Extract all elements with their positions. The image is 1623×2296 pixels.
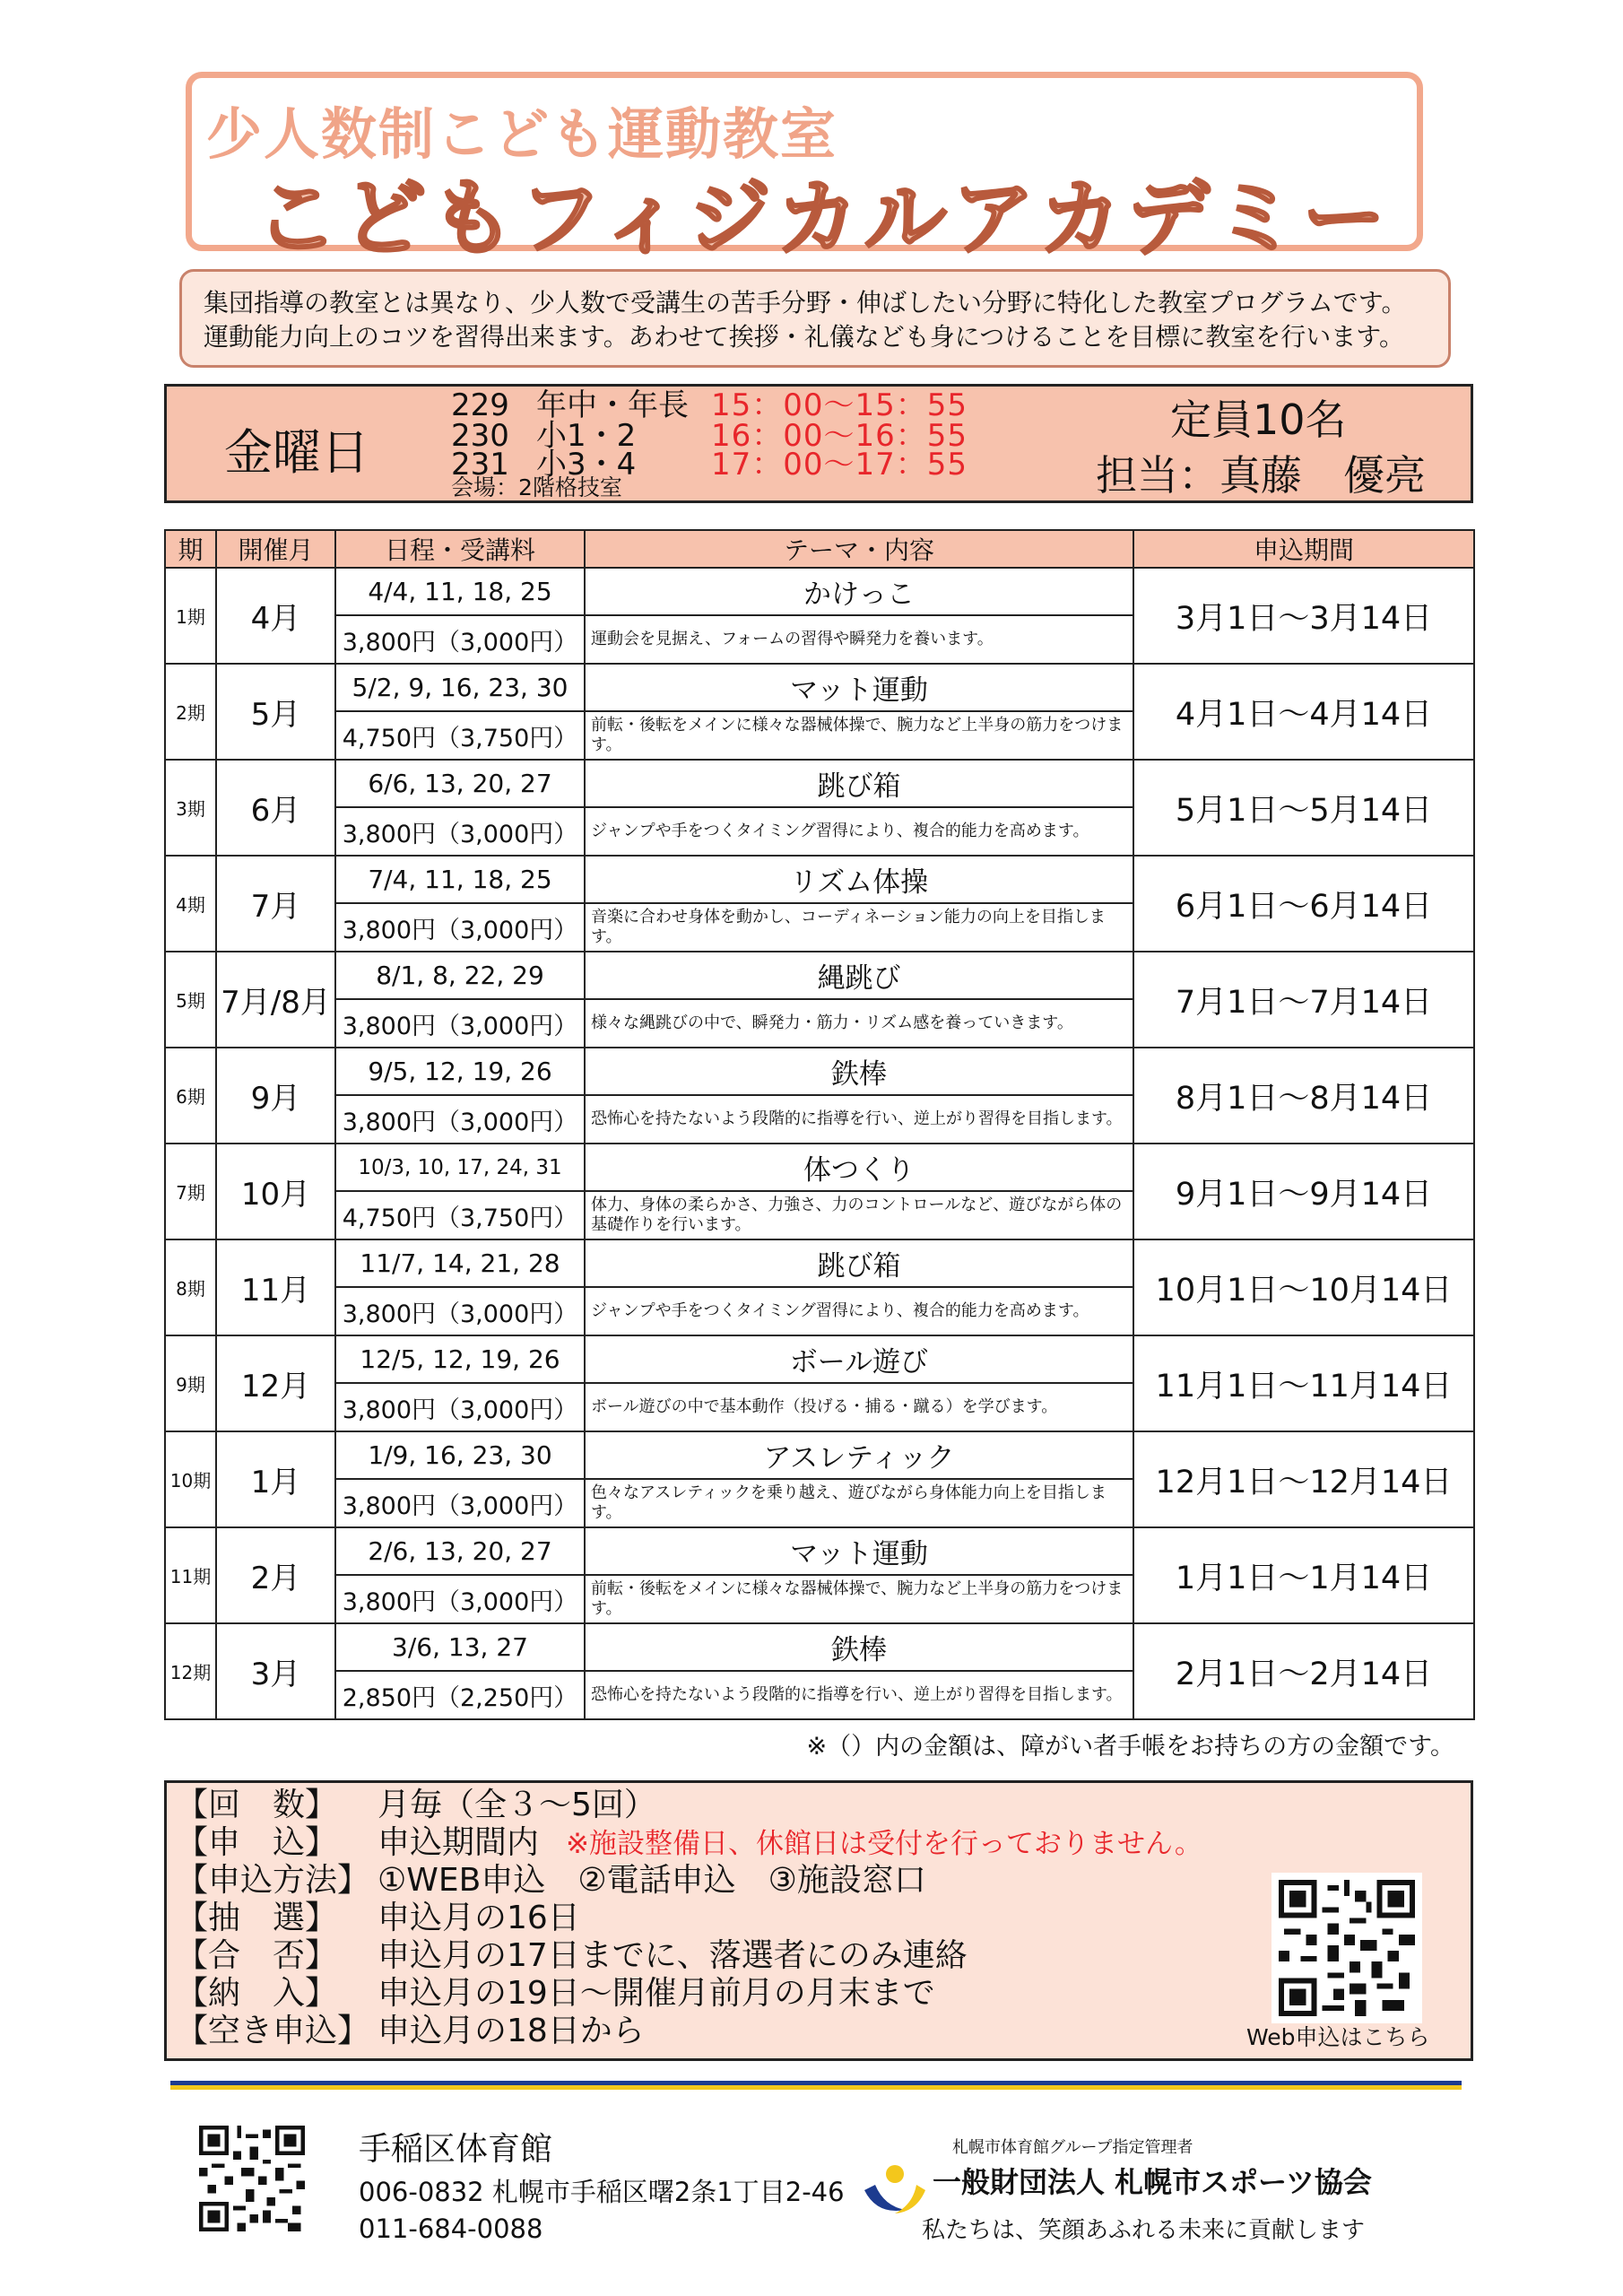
table-row [165, 1144, 1474, 1191]
period-cell: 7期 [165, 1144, 216, 1239]
info-label: 【抽 選】 [176, 1900, 338, 1936]
theme-cell: 跳び箱 [585, 1239, 1133, 1287]
header-month: 開催月 [216, 530, 335, 568]
apply-period-cell: 3月1日～3月14日 [1133, 568, 1474, 664]
class-grade: 小3・4 [536, 447, 637, 483]
info-value: 申込月の19日～開催月前月の月末まで [378, 1975, 935, 2012]
apply-period-cell: 7月1日～7月14日 [1133, 952, 1474, 1048]
fee-cell: 3,800円（3,000円） [335, 1095, 585, 1144]
month-cell: 10月 [216, 1144, 335, 1239]
period-cell: 9期 [165, 1335, 216, 1431]
apply-period-cell: 5月1日～5月14日 [1133, 760, 1474, 856]
info-value: 申込期間内 [378, 1824, 540, 1861]
period-cell: 12期 [165, 1623, 216, 1719]
header-apply: 申込期間 [1133, 530, 1474, 568]
info-row [176, 1787, 656, 1824]
apply-period-cell: 11月1日～11月14日 [1133, 1335, 1474, 1431]
period-cell: 8期 [165, 1239, 216, 1335]
description-cell: 体力、身体の柔らかさ、力強さ、力のコントロールなど、遊びながら体の基礎作りを行います。 [585, 1191, 1133, 1239]
class-time: 15：00～15：55 [711, 387, 968, 423]
table-row [165, 568, 1474, 615]
info-row [176, 1937, 968, 1975]
theme-cell: 縄跳び [585, 952, 1133, 999]
table-row [165, 856, 1474, 903]
fee-cell: 3,800円（3,000円） [335, 903, 585, 952]
fee-cell: 4,750円（3,750円） [335, 711, 585, 760]
dates-cell: 4/4, 11, 18, 25 [335, 568, 585, 615]
month-cell: 4月 [216, 568, 335, 664]
table-row [165, 760, 1474, 807]
info-value: 月毎（全３～5回） [378, 1787, 656, 1823]
dates-cell: 2/6, 13, 20, 27 [335, 1527, 585, 1575]
info-row [176, 2013, 645, 2050]
theme-cell: 鉄棒 [585, 1048, 1133, 1095]
info-label: 【空き申込】 [176, 2013, 370, 2049]
info-value: ①WEB申込 ②電話申込 ③施設窓口 [378, 1862, 926, 1899]
theme-cell: リズム体操 [585, 856, 1133, 903]
table-row [165, 1431, 1474, 1479]
class-code: 230 [451, 418, 509, 454]
table-row [165, 1527, 1474, 1575]
info-label: 【合 否】 [176, 1937, 338, 1974]
header-dates: 日程・受講料 [335, 530, 585, 568]
info-label: 【申 込】 [176, 1824, 338, 1861]
description-cell: 運動会を見据え、フォームの習得や瞬発力を養います。 [585, 615, 1133, 664]
info-value: 申込月の16日 [378, 1900, 580, 1936]
class-grade: 年中・年長 [536, 387, 689, 423]
intro-line-2: 運動能力向上のコツを習得出来ます。あわせて挨拶・礼儀なども身につけることを目標に教室を行います。 [204, 322, 1404, 352]
description-cell: 音楽に合わせ身体を動かし、コーディネーション能力の向上を目指します。 [585, 903, 1133, 952]
org-logo-icon [859, 2154, 931, 2217]
table-row [165, 664, 1474, 711]
description-cell: 前転・後転をメインに様々な器械体操で、腕力など上半身の筋力をつけます。 [585, 1575, 1133, 1623]
theme-cell: 体つくり [585, 1144, 1133, 1191]
info-label: 【納 入】 [176, 1975, 338, 2012]
apply-period-cell: 8月1日～8月14日 [1133, 1048, 1474, 1144]
theme-cell: 鉄棒 [585, 1623, 1133, 1671]
month-cell: 3月 [216, 1623, 335, 1719]
table-row [165, 1335, 1474, 1383]
title-main: こどもフィジカルアカデミー [256, 170, 1391, 266]
info-row [176, 1862, 926, 1900]
fee-cell: 3,800円（3,000円） [335, 999, 585, 1048]
description-cell: ボール遊びの中で基本動作（投げる・捕る・蹴る）を学びます。 [585, 1383, 1133, 1431]
apply-period-cell: 12月1日～12月14日 [1133, 1431, 1474, 1527]
footer-divider-accent [170, 2085, 1462, 2090]
title-subtitle: 少人数制こども運動教室 [206, 101, 838, 167]
period-cell: 2期 [165, 664, 216, 760]
qr-code-icon [1279, 1880, 1415, 2016]
dates-cell: 5/2, 9, 16, 23, 30 [335, 664, 585, 711]
month-cell: 7月 [216, 856, 335, 952]
program-table [164, 529, 1475, 1720]
theme-cell: マット運動 [585, 664, 1133, 711]
fee-cell: 4,750円（3,750円） [335, 1191, 585, 1239]
org-name: 一般財団法人 札幌市スポーツ協会 [933, 2165, 1372, 2199]
apply-period-cell: 4月1日～4月14日 [1133, 664, 1474, 760]
period-cell: 10期 [165, 1431, 216, 1527]
table-body [165, 568, 1474, 1719]
class-time: 16：00～16：55 [711, 418, 968, 454]
footer-qr-code[interactable] [199, 2126, 305, 2231]
period-cell: 4期 [165, 856, 216, 952]
info-row [176, 1975, 935, 2013]
theme-cell: ボール遊び [585, 1335, 1133, 1383]
fee-cell: 3,800円（3,000円） [335, 1287, 585, 1335]
table-row [165, 1048, 1474, 1095]
fee-cell: 3,800円（3,000円） [335, 1383, 585, 1431]
price-note: ※（）内の金額は、障がい者手帳をお持ちの方の金額です。 [806, 1733, 1454, 1761]
description-cell: ジャンプや手をつくタイミング習得により、複合的能力を高めます。 [585, 1287, 1133, 1335]
intro-box [179, 269, 1451, 368]
theme-cell: マット運動 [585, 1527, 1133, 1575]
header-period: 期 [165, 530, 216, 568]
description-cell: 色々なアスレティックを乗り越え、遊びながら身体能力向上を目指します。 [585, 1479, 1133, 1527]
apply-period-cell: 10月1日～10月14日 [1133, 1239, 1474, 1335]
web-apply-caption: Web申込はこちら [1246, 2024, 1430, 2050]
apply-period-cell: 9月1日～9月14日 [1133, 1144, 1474, 1239]
table-header-row [165, 530, 1474, 568]
info-row [176, 1900, 580, 1937]
table-row [165, 952, 1474, 999]
theme-cell: 跳び箱 [585, 760, 1133, 807]
footer-address: 006-0832 札幌市手稲区曙2条1丁目2-46 [359, 2177, 845, 2207]
dates-cell: 9/5, 12, 19, 26 [335, 1048, 585, 1095]
month-cell: 12月 [216, 1335, 335, 1431]
intro-line-1: 集団指導の教室とは異なり、少人数で受講生の苦手分野・伸ばしたい分野に特化した教室プログラムです。 [204, 288, 1407, 317]
description-cell: 恐怖心を持たないよう段階的に指導を行い、逆上がり習得を目指します。 [585, 1671, 1133, 1719]
qr-code-icon [199, 2126, 305, 2231]
period-cell: 6期 [165, 1048, 216, 1144]
month-cell: 1月 [216, 1431, 335, 1527]
class-time: 17：00～17：55 [711, 447, 968, 483]
fee-cell: 3,800円（3,000円） [335, 807, 585, 856]
fee-cell: 3,800円（3,000円） [335, 1575, 585, 1623]
capacity-label: 定員10名 [1170, 396, 1347, 444]
month-cell: 5月 [216, 664, 335, 760]
venue-label: 会場：2階格技室 [451, 474, 622, 500]
description-cell: 前転・後転をメインに様々な器械体操で、腕力など上半身の筋力をつけます。 [585, 711, 1133, 760]
fee-cell: 3,800円（3,000円） [335, 1479, 585, 1527]
fee-cell: 2,850円（2,250円） [335, 1671, 585, 1719]
dates-cell: 8/1, 8, 22, 29 [335, 952, 585, 999]
month-cell: 9月 [216, 1048, 335, 1144]
dates-cell: 7/4, 11, 18, 25 [335, 856, 585, 903]
fee-cell: 3,800円（3,000円） [335, 615, 585, 664]
info-value: 申込月の18日から [378, 2013, 645, 2049]
class-code: 231 [451, 447, 509, 483]
day-label: 金曜日 [224, 424, 369, 481]
apply-period-cell: 6月1日～6月14日 [1133, 856, 1474, 952]
org-slogan: 私たちは、笑顔あふれる未来に貢献します [922, 2217, 1366, 2244]
info-value: 申込月の17日までに、落選者にのみ連絡 [378, 1937, 968, 1974]
apply-period-cell: 1月1日～1月14日 [1133, 1527, 1474, 1623]
info-warning: ※施設整備日、休館日は受付を行っておりません。 [566, 1828, 1202, 1860]
class-grade: 小1・2 [536, 418, 637, 454]
table-row [165, 1239, 1474, 1287]
period-cell: 11期 [165, 1527, 216, 1623]
dates-cell: 11/7, 14, 21, 28 [335, 1239, 585, 1287]
info-row [176, 1824, 1202, 1863]
info-label: 【申込方法】 [176, 1862, 370, 1899]
dates-cell: 6/6, 13, 20, 27 [335, 760, 585, 807]
month-cell: 11月 [216, 1239, 335, 1335]
staff-label: 担当：真藤 優亮 [1096, 451, 1426, 500]
month-cell: 2月 [216, 1527, 335, 1623]
apply-period-cell: 2月1日～2月14日 [1133, 1623, 1474, 1719]
header-theme: テーマ・内容 [585, 530, 1133, 568]
dates-cell: 12/5, 12, 19, 26 [335, 1335, 585, 1383]
period-cell: 1期 [165, 568, 216, 664]
month-cell: 6月 [216, 760, 335, 856]
description-cell: ジャンプや手をつくタイミング習得により、複合的能力を高めます。 [585, 807, 1133, 856]
footer-phone: 011-684-0088 [359, 2213, 543, 2244]
class-code: 229 [451, 387, 509, 423]
period-cell: 3期 [165, 760, 216, 856]
dates-cell: 1/9, 16, 23, 30 [335, 1431, 585, 1479]
month-cell: 7月/8月 [216, 952, 335, 1048]
description-cell: 恐怖心を持たないよう段階的に指導を行い、逆上がり習得を目指します。 [585, 1095, 1133, 1144]
theme-cell: かけっこ [585, 568, 1133, 615]
dates-cell: 3/6, 13, 27 [335, 1623, 585, 1671]
footer-venue-name: 手稲区体育館 [359, 2131, 553, 2168]
table-row [165, 1623, 1474, 1671]
dates-cell: 10/3, 10, 17, 24, 31 [335, 1144, 585, 1191]
info-label: 【回 数】 [176, 1787, 338, 1823]
description-cell: 様々な縄跳びの中で、瞬発力・筋力・リズム感を養っていきます。 [585, 999, 1133, 1048]
web-apply-qr-code[interactable] [1271, 1873, 1422, 2023]
period-cell: 5期 [165, 952, 216, 1048]
theme-cell: アスレティック [585, 1431, 1133, 1479]
org-caption: 札幌市体育館グループ指定管理者 [952, 2138, 1193, 2157]
